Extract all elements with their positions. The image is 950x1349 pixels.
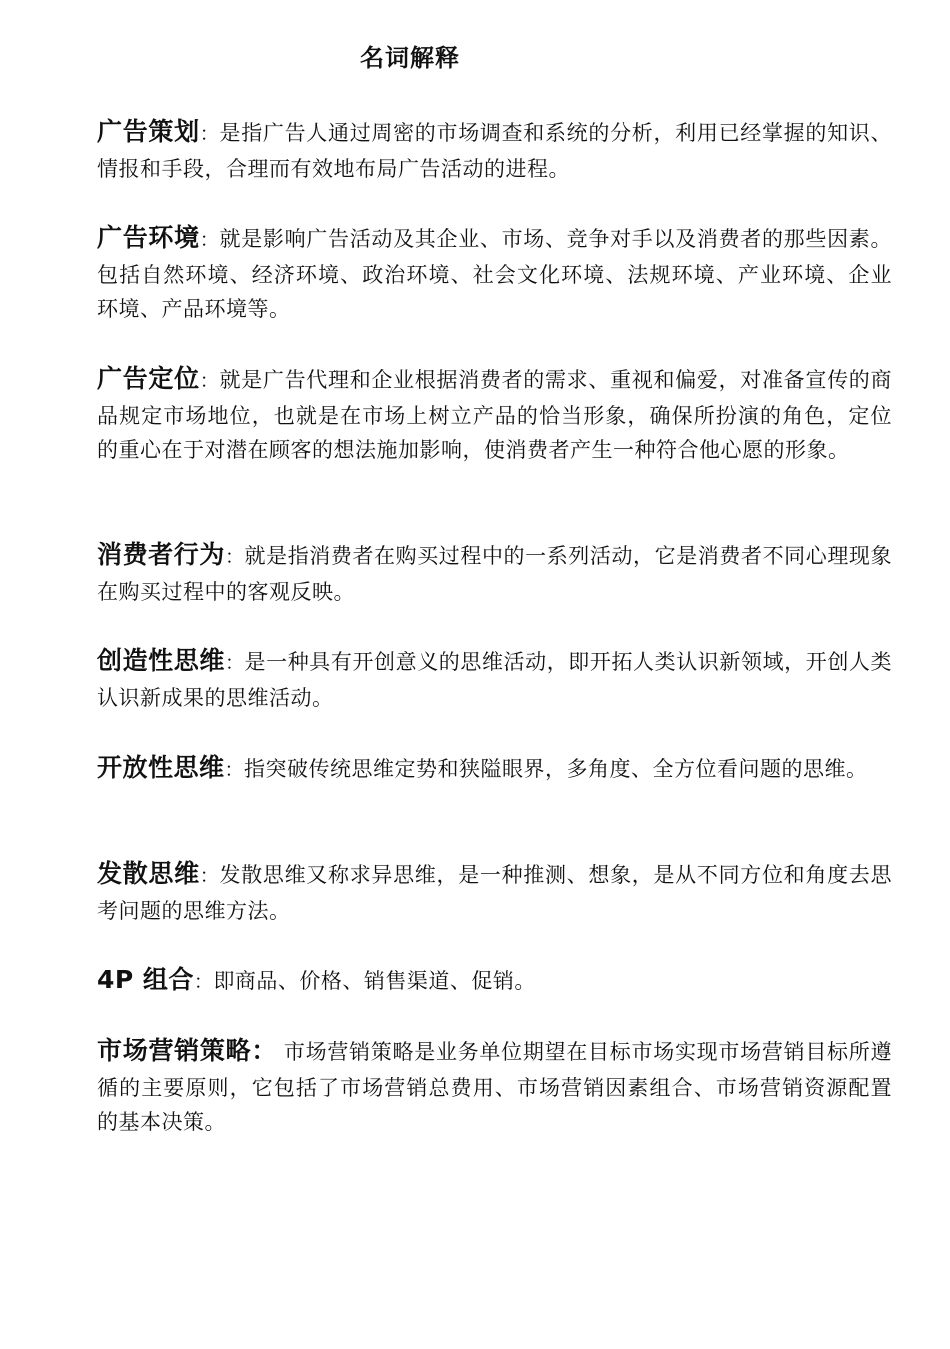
- term-entry-consumer-behavior: [97, 538, 892, 609]
- term-name: 广告定位: [97, 364, 200, 393]
- term-separator: ：: [224, 546, 245, 568]
- term-name: 发散思维: [97, 859, 200, 888]
- term-separator: ：: [224, 652, 245, 674]
- term-name: 广告策划: [97, 117, 200, 146]
- term-entry-ad-planning: [97, 115, 892, 186]
- term-entry-ad-environment: [97, 221, 892, 327]
- term-entry-ad-positioning: [97, 362, 892, 468]
- term-separator: ：: [199, 123, 220, 145]
- term-definition: 是指广告人通过周密的市场调查和系统的分析，利用已经掌握的知识、情报和手段，合理而有效地布局广告活动的进程。: [97, 121, 892, 181]
- term-entry-open-thinking: [97, 751, 892, 788]
- term-separator: ：: [193, 971, 214, 993]
- document-title: 名词解释: [360, 44, 460, 72]
- term-definition: 是一种具有开创意义的思维活动，即开拓人类认识新领域，开创人类认识新成果的思维活动。: [97, 650, 892, 710]
- term-name: 广告环境: [97, 223, 200, 252]
- term-definition: 就是指消费者在购买过程中的一系列活动，它是消费者不同心理现象在购买过程中的客观反映。: [97, 544, 892, 604]
- term-name: 创造性思维: [97, 646, 225, 675]
- term-name: 消费者行为: [97, 540, 225, 569]
- term-separator: ：: [199, 370, 220, 392]
- term-definition: 市场营销策略是业务单位期望在目标市场实现市场营销目标所遵循的主要原则，它包括了市场营销总费用、市场营销因素组合、市场营销资源配置的基本决策。: [97, 1040, 892, 1134]
- term-separator: ：: [199, 865, 220, 887]
- term-name: 开放性思维: [97, 753, 225, 782]
- term-entry-divergent-thinking: [97, 857, 892, 928]
- term-entry-creative-thinking: [97, 644, 892, 715]
- term-name: 市场营销策略：: [97, 1036, 278, 1065]
- term-name: 4P 组合: [97, 965, 194, 994]
- term-definition: 就是广告代理和企业根据消费者的需求、重视和偏爱，对准备宣传的商品规定市场地位，也就是在市场上树立产品的恰当形象，确保所扮演的角色，定位的重心在于对潜在顾客的想法施加影响，使消费者产生一种符合他心愿的形象。: [97, 368, 892, 462]
- term-entry-4p-mix: [97, 963, 892, 1000]
- term-definition: 发散思维又称求异思维，是一种推测、想象，是从不同方位和角度去思考问题的思维方法。: [97, 863, 892, 923]
- term-definition: 就是影响广告活动及其企业、市场、竞争对手以及消费者的那些因素。包括自然环境、经济环境、政治环境、社会文化环境、法规环境、产业环境、企业环境、产品环境等。: [97, 227, 892, 321]
- term-definition: 即商品、价格、销售渠道、促销。: [213, 969, 536, 993]
- term-entry-marketing-strategy: [97, 1034, 892, 1140]
- term-separator: [277, 1042, 284, 1064]
- term-separator: ：: [224, 759, 245, 781]
- term-separator: ：: [199, 229, 220, 251]
- term-definition: 指突破传统思维定势和狭隘眼界，多角度、全方位看问题的思维。: [244, 757, 868, 781]
